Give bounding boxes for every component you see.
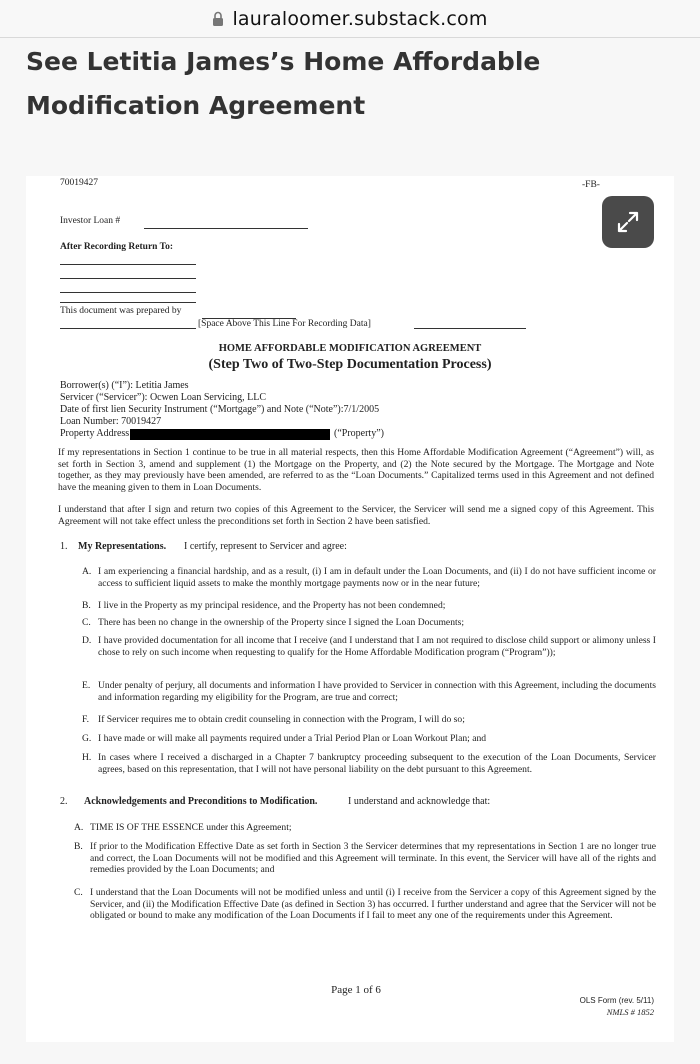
expand-image-button[interactable] (602, 196, 654, 248)
section1-item-c: C. There has been no change in the ownership of the Property since I signed the Loan Documents; (82, 617, 465, 628)
prepared-by-label: This document was prepared by (60, 306, 182, 316)
section1-item-e: E. Under penalty of perjury, all documents and information I have provided to Servicer in connection with this Agreement, including the documents and information regarding my eligibility for the Program, are true and correct; (82, 680, 656, 703)
section1-item-h: H. In cases where I received a discharged in a Chapter 7 bankruptcy proceeding subsequent to the execution of the Loan Documents, Servicer agrees, based on this representation, that I will not have personal liability on the debt pursuant to this Agreement. (82, 752, 656, 775)
document-heading: HOME AFFORDABLE MODIFICATION AGREEMENT (218, 343, 482, 354)
borrower-line: Borrower(s) (“I”): Letitia James (60, 380, 189, 391)
date-line: Date of first lien Security Instrument (“Mortgage”) and Note (“Note”):7/1/2005 (60, 404, 380, 415)
section1-item-g: G. I have made or will make all payments required under a Trial Period Plan or Loan Workout Plan; and (82, 733, 487, 744)
section2-lead: I understand and acknowledge that: (348, 796, 491, 807)
servicer-line: Servicer (“Servicer”): Ocwen Loan Servicing, LLC (60, 392, 267, 403)
investor-loan-label: Investor Loan # (60, 216, 121, 226)
page-number: Page 1 of 6 (331, 984, 381, 996)
section1-item-f: F. If Servicer requires me to obtain credit counseling in connection with the Program, I will do so; (82, 714, 465, 725)
document-subheading: (Step Two of Two-Step Documentation Process) (208, 357, 492, 372)
intro-paragraph: If my representations in Section 1 continue to be true in all material respects, then this Home Affordable Modification Agreement (“Agreement”) will, as set forth in Section 3, amend and supplement (1) the Mortgage on the Property, and (2) the Note secured by the Mortgage. The Mortgage and Note together, as they may previously have been amended, are referred to as the “Loan Documents.” Capitalized terms used in this Agreement and not defined have the meaning given to them in Loan Documents. (58, 447, 654, 493)
understand-paragraph: I understand that after I sign and return two copies of this Agreement to the Servicer, the Servicer will send me a signed copy of this Agreement. This Agreement will not take effect unless the preconditions set forth in Section 2 have been satisfied. (58, 504, 654, 527)
expand-icon (615, 209, 641, 235)
form-label: OLS Form (rev. 5/11) (579, 996, 654, 1005)
section1-item-a: A. I am experiencing a financial hardship, and as a result, (i) I am in default under the Loan Documents, and (ii) I do not have sufficient income or access to sufficient liquid assets to make the monthly mortgage payments now or in the near future; (82, 566, 656, 589)
section1-lead: I certify, represent to Servicer and agree: (184, 541, 347, 552)
browser-address-bar[interactable] (0, 0, 700, 38)
document-image[interactable] (26, 176, 674, 1042)
section1-heading: My Representations. (78, 541, 167, 552)
url-text[interactable]: lauraloomer.substack.com (232, 7, 488, 30)
section2-item-a: A. TIME IS OF THE ESSENCE under this Agreement; (74, 822, 292, 833)
section1-item-d: D. I have provided documentation for all income that I receive (and I understand that I am not required to disclose child support or alimony unless I chose to rely on such income when requesting to qualify for the Home Affordable Modification program (“Program”)); (82, 635, 656, 658)
loan-number-line: Loan Number: 70019427 (60, 416, 162, 427)
loan-number-top: 70019427 (60, 178, 98, 188)
section1-item-b: B. I live in the Property as my principal residence, and the Property has not been condemned; (82, 600, 446, 611)
section2-number: 2. (60, 796, 68, 807)
article-title: See Letitia James’s Home Affordable Modification Agreement (26, 47, 541, 120)
redacted-address (130, 429, 330, 440)
after-recording-label: After Recording Return To: (60, 242, 174, 252)
property-label: (“Property”) (334, 428, 384, 439)
lock-icon (212, 11, 224, 26)
space-above-label: [Space Above This Line For Recording Data] (198, 319, 371, 329)
section2-item-c: C. I understand that the Loan Documents will not be modified unless and until (i) I receive from the Servicer a copy of this Agreement signed by the Servicer, and (ii) the Modification Effective Date (as defined in Section 3) has occurred. I further understand and agree that the Servicer will not be obligated or bound to make any modification of the Loan Documents if I fail to meet any one of the requirements under this Agreement. (74, 887, 656, 922)
property-address-label: Property Address (60, 428, 130, 439)
nmls-label: NMLS # 1852 (606, 1007, 654, 1017)
section1-number: 1. (60, 541, 68, 552)
section2-heading: Acknowledgements and Preconditions to Modification. (84, 796, 318, 807)
section2-item-b: B. If prior to the Modification Effective Date as set forth in Section 3 the Servicer determines that my representations in Section 1 are no longer true and correct, the Loan Documents will not be modified and this Agreement will terminate. In this event, the Servicer will have all of the rights and remedies provided by the Loan Documents; and (74, 841, 656, 876)
fb-mark: -FB- (582, 180, 600, 190)
